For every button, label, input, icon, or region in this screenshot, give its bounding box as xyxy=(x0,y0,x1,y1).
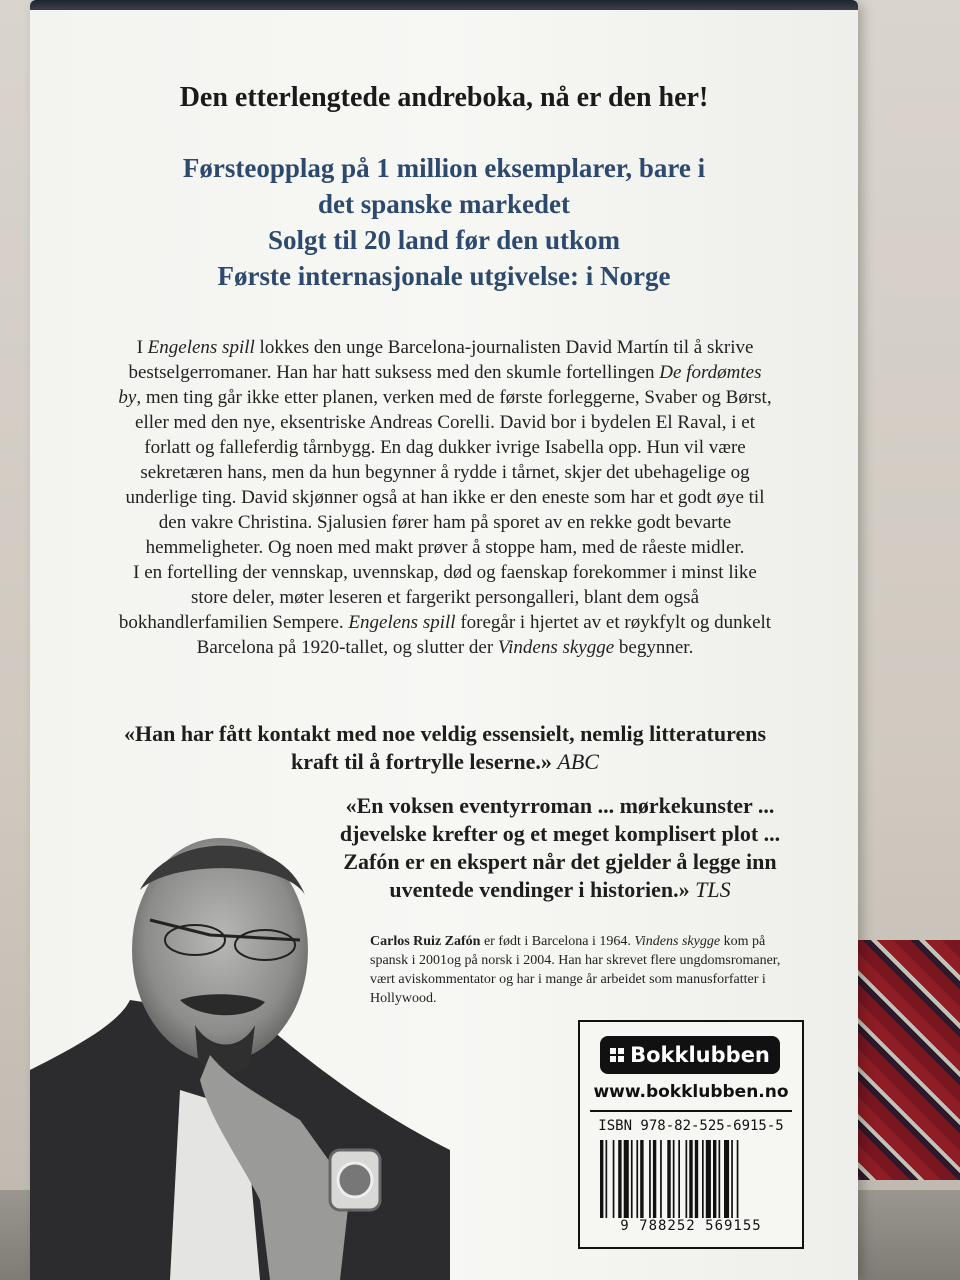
promo-block xyxy=(120,150,768,294)
bokklubben-logo-text: Bokklubben xyxy=(630,1043,770,1067)
isbn-label: ISBN 978-82-525-6915-5 xyxy=(598,1118,784,1134)
promo-line: det spanske markedet xyxy=(317,189,570,219)
bio-fragment: kom på spansk i 2001og på norsk i 2004. Han har skrevet flere ungdomsromaner, vært aviskommentator og har i mange år arbeidet som manusforfatter i Hollywood. xyxy=(370,934,781,1006)
background-rug xyxy=(845,940,960,1180)
blurb-fragment: , men ting går ikke etter planen, verken med de første forleggerne, Svaber og Børst, eller med den nye, eksentriske Andreas Corelli. David bor i bydelen El Raval, i et forlatt og falleferdig tårnbygg. En dag dukker ivrige Isabella opp. Hun vil være sekretæren hans, men da hun begynner å rydde i tårnet, skjer det ubehagelige og underlige ting. David skjønner også at han ikke er den eneste som har et godt øye til den vakre Christina. Sjalusien fører ham på sporet av en rekke godt bevarte hemmeligheter. Og noen med makt prøver å stoppe ham, med de råeste midler. xyxy=(125,387,772,558)
bokklubben-box xyxy=(578,1020,804,1249)
book-title-italic: Engelens spill xyxy=(348,612,456,633)
book-top-edge xyxy=(30,0,858,10)
blurb-text xyxy=(115,335,775,660)
bio-fragment: er født i Barcelona i 1964. xyxy=(480,934,635,949)
promo-line: Førsteopplag på 1 million eksemplarer, bare i xyxy=(182,153,706,183)
promo-line: Første internasjonale utgivelse: i Norge xyxy=(217,261,671,291)
book-title-italic: Vindens skygge xyxy=(634,934,721,949)
promo-line: Solgt til 20 land før den utkom xyxy=(267,225,621,255)
author-portrait xyxy=(30,820,450,1280)
blurb-fragment: foregår i hjertet av et røykfylt og dunkelt Barcelona på 1920-tallet, og slutter der xyxy=(196,612,772,658)
barcode-number: 9 788252 569155 xyxy=(620,1218,762,1234)
divider xyxy=(590,1110,792,1112)
quote-text: «En voksen eventyrroman ... mørkekunster ... djevelske krefter og et meget komplisert plot ... Zafón er en ekspert når det gjelder å legge inn uventede vendinger i historien.» xyxy=(339,793,781,902)
blurb-fragment: lokkes den unge Barcelona-journalisten David Martín til å skrive bestselgerromaner. Han har hatt suksess med den skumle fortellingen xyxy=(128,337,754,383)
cover-headline: Den etterlengtede andreboka, nå er den her! xyxy=(179,82,709,113)
book-back-cover xyxy=(30,0,858,1280)
blurb-paragraph xyxy=(115,335,775,560)
bokklubben-logo xyxy=(600,1036,780,1074)
bokklubben-url: www.bokklubben.no xyxy=(593,1082,789,1102)
quote-text: «Han har fått kontakt med noe veldig essensielt, nemlig litteraturens kraft til å fortrylle leserne.» xyxy=(123,721,767,774)
barcode xyxy=(598,1140,786,1218)
book-title-italic: Vindens skygge xyxy=(497,637,615,658)
quote-source: ABC xyxy=(557,749,599,774)
author-name: Carlos Ruiz Zafón xyxy=(370,934,481,949)
blurb-paragraph xyxy=(115,560,775,660)
book-title-italic: De fordømtes by xyxy=(118,362,762,408)
blurb-fragment: I xyxy=(136,337,148,358)
author-bio xyxy=(370,932,790,1008)
quote-source: TLS xyxy=(695,877,731,902)
bokklubben-mark-icon xyxy=(610,1048,624,1062)
book-title-italic: Engelens spill xyxy=(147,337,255,358)
blurb-fragment: I en fortelling der vennskap, uvennskap, død og faenskap forekommer i minst like store deler, møter leseren et fargerikt persongalleri, blant dem også bokhandlerfamilien Sempere. xyxy=(118,562,757,633)
blurb-fragment: begynner. xyxy=(614,637,694,658)
review-quote-abc xyxy=(100,720,790,776)
